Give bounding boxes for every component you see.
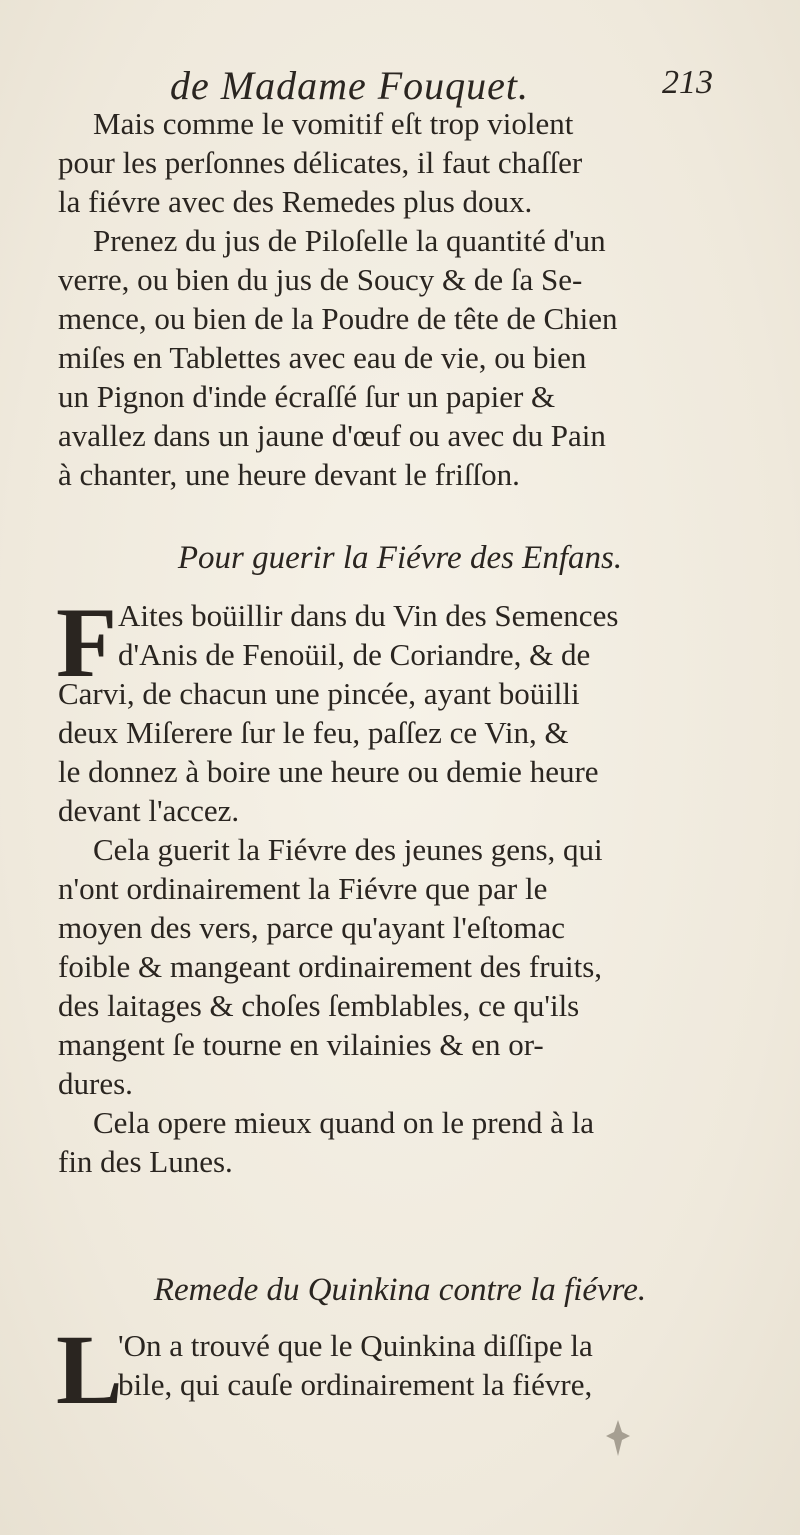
section-heading-quinkina: Remede du Quinkina contre la fiévre. xyxy=(153,1272,647,1308)
text-line: un Pignon d'inde écraſſé ſur un papier & xyxy=(58,379,556,414)
text-line: Carvi, de chacun une pincée, ayant boüilli xyxy=(58,676,580,711)
paragraph-enfans xyxy=(58,674,758,1181)
page-number: 213 xyxy=(662,64,713,101)
text-line: Cela opere mieux quand on le prend à la xyxy=(93,1105,594,1140)
text-line: mangent ſe tourne en vilainies & en or- xyxy=(58,1027,544,1062)
text-line: Cela guerit la Fiévre des jeunes gens, qui xyxy=(93,832,603,867)
paragraph-enfans-start xyxy=(118,596,758,674)
catchword-ornament-icon xyxy=(604,1418,632,1458)
text-line: la fiévre avec des Remedes plus doux. xyxy=(58,184,533,219)
paragraph-quinkina xyxy=(118,1326,758,1404)
text-line: à chanter, une heure devant le friſſon. xyxy=(58,457,520,492)
text-line: bile, qui cauſe ordinairement la fiévre, xyxy=(118,1367,593,1402)
text-line: avallez dans un jaune d'œuf ou avec du Pain xyxy=(58,418,606,453)
running-title: de Madame Fouquet. xyxy=(170,63,530,108)
section-heading-enfans: Pour guerir la Fiévre des Enfans. xyxy=(177,540,623,576)
text-line: miſes en Tablettes avec eau de vie, ou bien xyxy=(58,340,587,375)
text-line: pour les perſonnes délicates, il faut chaſſer xyxy=(58,145,583,180)
text-line: des laitages & choſes ſemblables, ce qu'ils xyxy=(58,988,580,1023)
text-line: deux Miſerere ſur le feu, paſſez ce Vin, & xyxy=(58,715,569,750)
text-line: devant l'accez. xyxy=(58,793,240,828)
text-line: foible & mangeant ordinairement des fruits, xyxy=(58,949,603,984)
dropcap-l: L xyxy=(56,1314,123,1425)
text-line: Prenez du jus de Piloſelle la quantité d'un xyxy=(93,223,606,258)
text-line: Aites boüillir dans du Vin des Semences xyxy=(118,598,619,633)
text-line: fin des Lunes. xyxy=(58,1144,233,1179)
text-line: n'ont ordinairement la Fiévre que par le xyxy=(58,871,548,906)
text-line: dures. xyxy=(58,1066,133,1101)
text-line: moyen des vers, parce qu'ayant l'eſtomac xyxy=(58,910,565,945)
text-line: d'Anis de Fenoüil, de Coriandre, & de xyxy=(118,637,591,672)
text-line: verre, ou bien du jus de Soucy & de ſa Se- xyxy=(58,262,583,297)
text-line: mence, ou bien de la Poudre de tête de Chien xyxy=(58,301,618,336)
text-line: le donnez à boire une heure ou demie heure xyxy=(58,754,599,789)
text-line: 'On a trouvé que le Quinkina diſſipe la xyxy=(118,1328,593,1363)
text-line: Mais comme le vomitif eſt trop violent xyxy=(93,106,574,141)
dropcap-f: F xyxy=(56,587,118,698)
paragraph-vomitif xyxy=(58,104,758,494)
